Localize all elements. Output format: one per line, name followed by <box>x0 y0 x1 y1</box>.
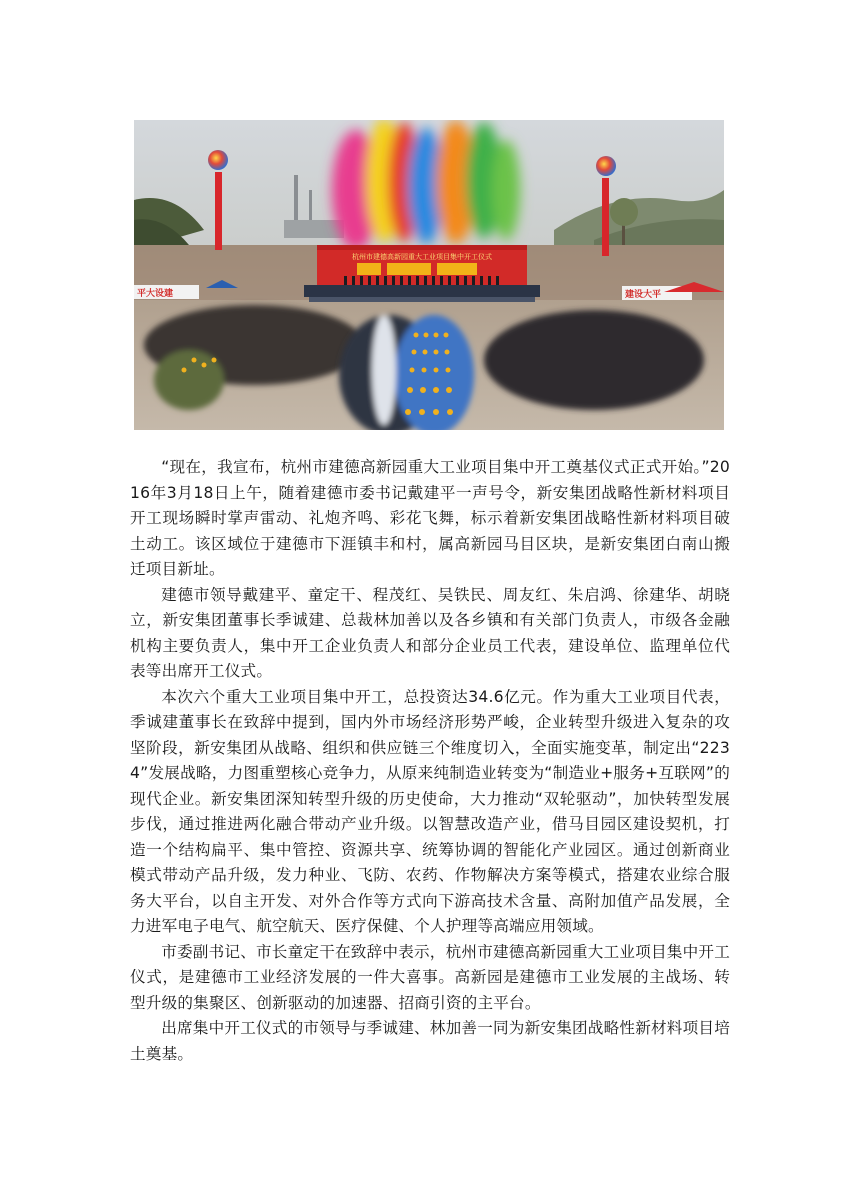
stage-sign-right <box>437 263 477 275</box>
paragraph-opening: “现在，我宣布，杭州市建德高新园重大工业项目集中开工奠基仪式正式开始。”2016年3月18日上午，随着建德市委书记戴建平一声号令，新安集团战略性新材料项目开工现场瞬时掌声雷动、礼炮齐鸣、彩花飞舞，标示着新安集团战略性新材料项目破土动工。该区域位于建德市下涯镇丰和村，属高新园马目区块，是新安集团白南山搬迁项目新址。 <box>130 458 730 578</box>
stage-sign-center <box>387 263 431 275</box>
balloon-right <box>596 156 616 176</box>
side-banner-right-text: 建设大平 <box>625 290 662 300</box>
article-body <box>130 455 730 1067</box>
ceremony-photo <box>134 120 724 430</box>
confetti-plumes <box>332 120 520 250</box>
paragraph-attendees: 建德市领导戴建平、童定干、程茂红、吴铁民、周友红、朱启鸿、徐建华、胡晓立，新安集团董事长季诚建、总裁林加善以及各乡镇和有关部门负责人，市级各金融机构主要负责人，集中开工企业负责人和部分企业员工代表，建设单位、监理单位代表等出席开工仪式。 <box>130 585 730 680</box>
paragraph-groundbreaking: 出席集中开工仪式的市领导与季诚建、林加善一同为新安集团战略性新材料项目培土奠基。 <box>130 1019 730 1063</box>
pillar-right <box>602 178 609 256</box>
crowd-right <box>484 310 704 410</box>
balloon-left <box>208 150 228 170</box>
stage-platform <box>304 285 540 297</box>
paragraph-mayor-speech: 市委副书记、市长童定干在致辞中表示，杭州市建德高新园重大工业项目集中开工仪式，是建德市工业经济发展的一件大喜事。高新园是建德市工业发展的主战场、转型升级的集聚区、创新驱动的加速器、招商引资的主平台。 <box>130 942 730 1012</box>
stage-top-trim <box>317 245 527 250</box>
side-banner-left-text: 平大设建 <box>137 289 174 299</box>
plume-lightgreen <box>492 140 520 240</box>
factory-building <box>284 220 344 238</box>
stage-sign-left <box>357 263 381 275</box>
stage-banner-title: 杭州市建德高新园重大工业项目集中开工仪式 <box>352 253 492 261</box>
ceremony-scene <box>134 120 724 430</box>
pillar-left <box>215 172 222 250</box>
stage-step <box>309 297 535 302</box>
tree-crown <box>610 198 638 226</box>
paragraph-investment: 本次六个重大工业项目集中开工，总投资达34.6亿元。作为重大工业项目代表，季诚建董事长在致辞中提到，国内外市场经济形势严峻，企业转型升级进入复杂的攻坚阶段，新安集团从战略、组织和供应链三个维度切入，全面实施变革，制定出“2234”发展战略，力图重塑核心竞争力，从原来纯制造业转变为“制造业+服务+互联网”的现代企业。新安集团深知转型升级的历史使命，大力推动“双轮驱动”，加快转型发展步伐，通过推进两化融合带动产业升级。以智慧改造产业，借马目园区建设契机，打造一个结构扁平、集中管控、资源共享、统筹协调的智能化产业园区。通过创新商业模式带动产品升级，发力种业、飞防、农药、作物解决方案等模式，搭建农业综合服务大平台，以自主开发、对外合作等方式向下游高技术含量、高附加值产品发展，全力进军电子电气、航空航天、医疗保健、个人护理等高端应用领域。 <box>130 687 730 935</box>
